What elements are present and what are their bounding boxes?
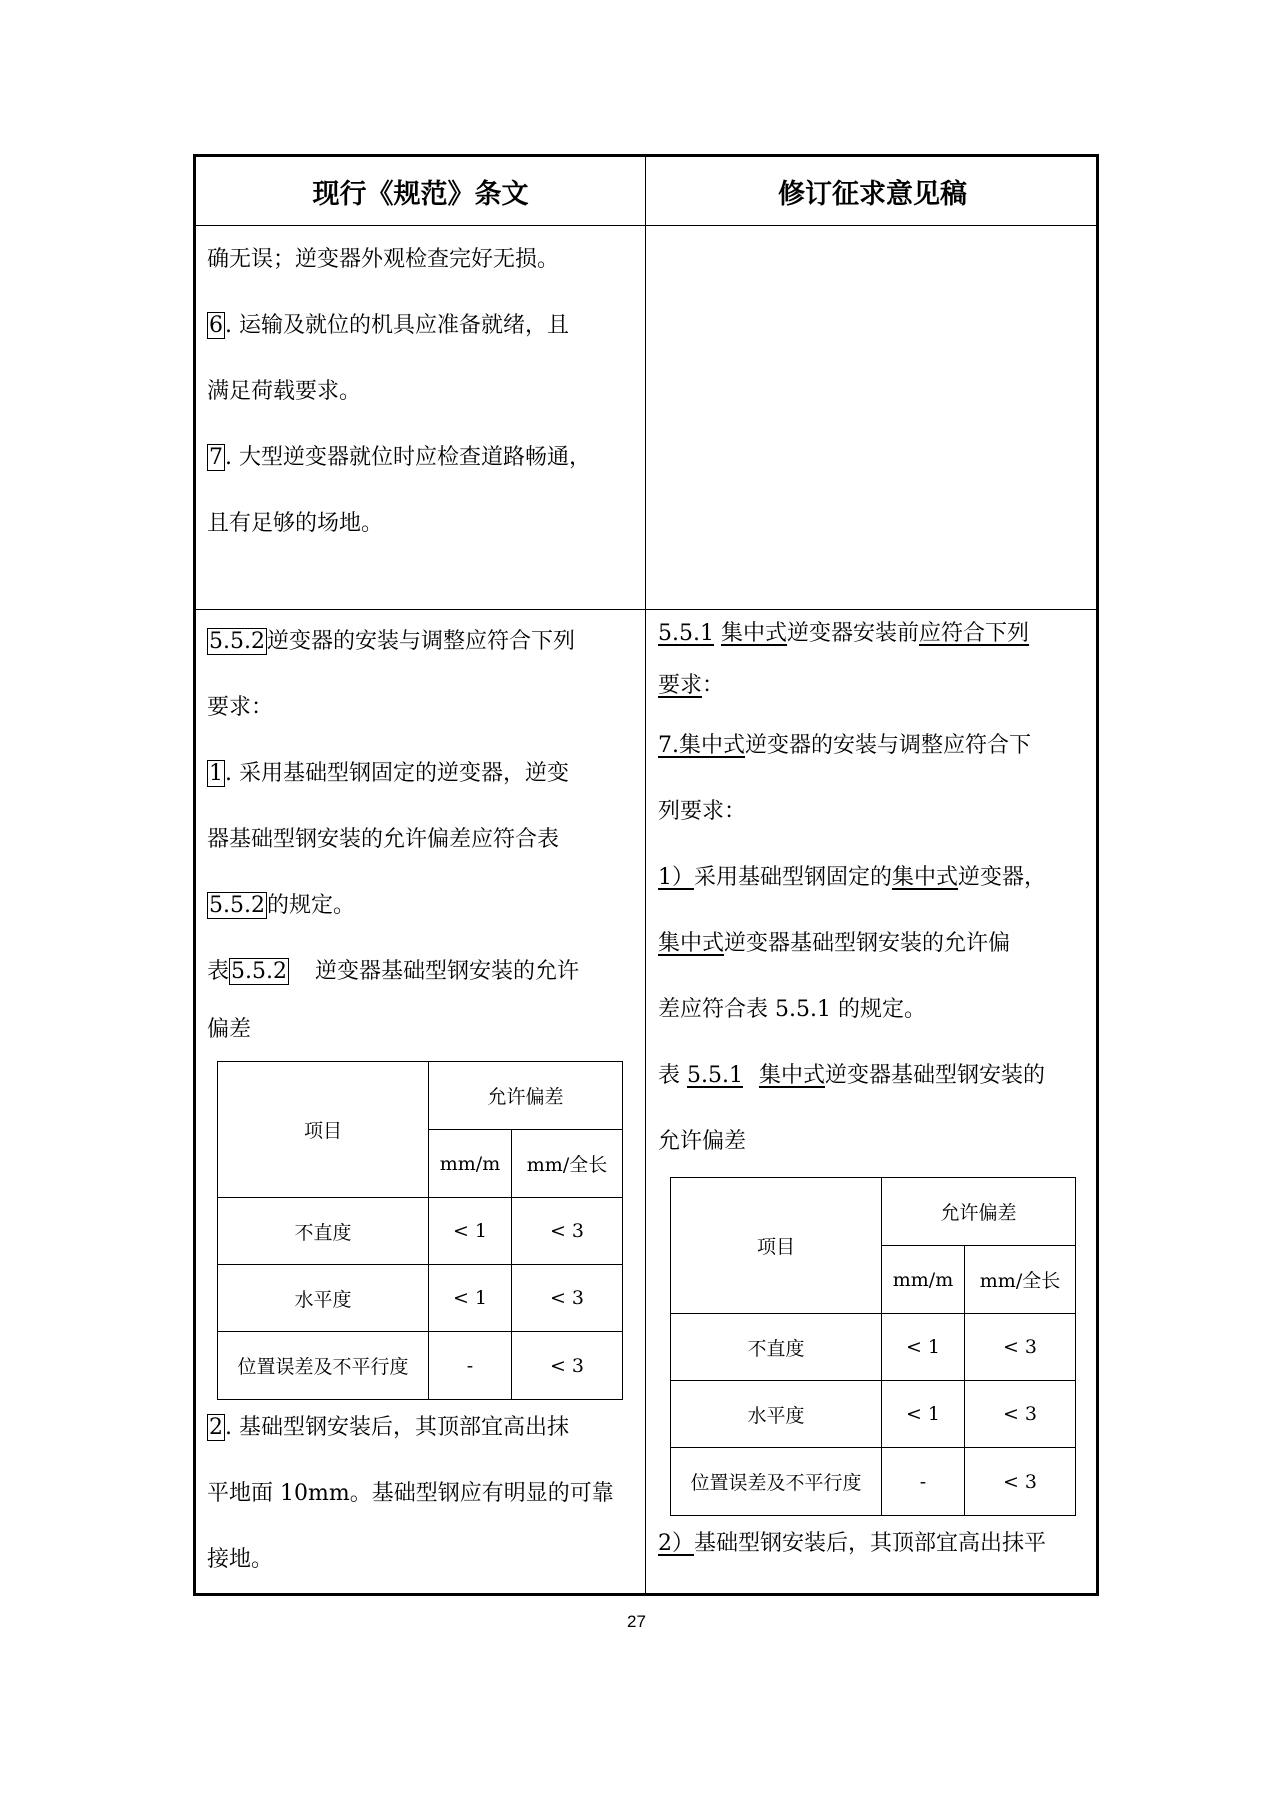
left-item-2: 2. 基础型钢安装后，其顶部宜高出抹: [209, 1415, 569, 1440]
right-line-4: 列要求：: [658, 799, 747, 824]
row-value: < 3: [965, 1381, 1076, 1448]
left-item-1: 1. 采用基础型钢固定的逆变器，逆变: [209, 761, 569, 786]
clause-number-box: 5.5.2: [209, 629, 265, 654]
item-header: 项目: [671, 1178, 882, 1314]
right-clause-5-5-1: 5.5.1 集中式逆变器安装前应符合下列: [658, 621, 1030, 646]
left-line-9: 器基础型钢安装的允许偏差应符合表: [207, 827, 560, 852]
left-table-title-2: 偏差: [207, 1017, 252, 1042]
right-table-title: 表 5.5.1 集中式逆变器基础型钢安装的: [658, 1063, 1046, 1088]
right-item-7: 7.集中式逆变器的安装与调整应符合下: [658, 733, 1032, 758]
right-line-2: 要求：: [658, 673, 725, 698]
item-number-box: 6: [209, 313, 223, 338]
row-value: < 1: [429, 1265, 512, 1332]
left-line-13: 接地。: [207, 1547, 274, 1572]
left-line-3: 满足荷载要求。: [207, 379, 362, 404]
row-name: 水平度: [218, 1265, 429, 1332]
row-value: < 3: [965, 1314, 1076, 1381]
item-number-box: 1: [209, 761, 223, 786]
col-mm-per-m: mm/m: [429, 1130, 512, 1198]
row-name: 位置误差及不平行度: [671, 1448, 882, 1516]
header-divider: [196, 225, 1096, 226]
left-line-10: 5.5.2的规定。: [209, 893, 355, 918]
left-item-7: 7. 大型逆变器就位时应检查道路畅通，: [209, 445, 591, 470]
row-name: 不直度: [218, 1198, 429, 1265]
left-line-7: 要求：: [207, 695, 274, 720]
clause-number-box: 5.5.2: [231, 959, 287, 984]
row-name: 水平度: [671, 1381, 882, 1448]
allowed-header: 允许偏差: [882, 1178, 1076, 1246]
comparison-table: [193, 154, 1099, 1596]
row-value: < 1: [429, 1198, 512, 1265]
col-mm-per-m: mm/m: [882, 1246, 965, 1314]
col-mm-full: mm/全长: [512, 1130, 623, 1198]
left-line-1: 确无误；逆变器外观检查完好无损。: [207, 247, 560, 272]
row-value: < 3: [512, 1265, 623, 1332]
left-deviation-table: [217, 1061, 623, 1400]
row-value: -: [882, 1448, 965, 1516]
row-value: < 1: [882, 1314, 965, 1381]
header-revision-draft: 修订征求意见稿: [778, 178, 967, 210]
item-number-box: 7: [209, 445, 223, 470]
clause-number-box: 5.5.2: [209, 893, 265, 918]
right-deviation-table: [670, 1177, 1076, 1516]
row-value: < 3: [512, 1332, 623, 1400]
left-table-title: 表5.5.2 逆变器基础型钢安装的允许: [207, 959, 580, 984]
clause-5-5-2: 5.5.2逆变器的安装与调整应符合下列: [209, 629, 575, 654]
row-value: -: [429, 1332, 512, 1400]
right-item-1: 1）采用基础型钢固定的集中式逆变器，: [658, 865, 1047, 890]
left-line-5: 且有足够的场地。: [207, 511, 384, 536]
right-line-7: 差应符合表 5.5.1 的规定。: [658, 997, 926, 1022]
column-divider: [645, 157, 646, 1593]
allowed-header: 允许偏差: [429, 1062, 623, 1130]
row-divider: [196, 609, 1096, 610]
item-header: 项目: [218, 1062, 429, 1198]
left-item-6: 6. 运输及就位的机具应准备就绪，且: [209, 313, 569, 338]
right-item-2: 2）基础型钢安装后，其顶部宜高出抹平: [658, 1531, 1047, 1556]
item-number-box: 2: [209, 1415, 223, 1440]
row-value: < 3: [512, 1198, 623, 1265]
row-value: < 1: [882, 1381, 965, 1448]
row-value: < 3: [965, 1448, 1076, 1516]
row-name: 不直度: [671, 1314, 882, 1381]
col-mm-full: mm/全长: [965, 1246, 1076, 1314]
right-line-6: 集中式逆变器基础型钢安装的允许偏: [658, 931, 1011, 956]
row-name: 位置误差及不平行度: [218, 1332, 429, 1400]
header-current-spec: 现行《规范》条文: [312, 178, 529, 210]
left-line-12: 平地面 10mm。基础型钢应有明显的可靠: [207, 1481, 614, 1506]
right-table-title-2: 允许偏差: [658, 1129, 747, 1154]
page-number: 27: [627, 1612, 646, 1631]
